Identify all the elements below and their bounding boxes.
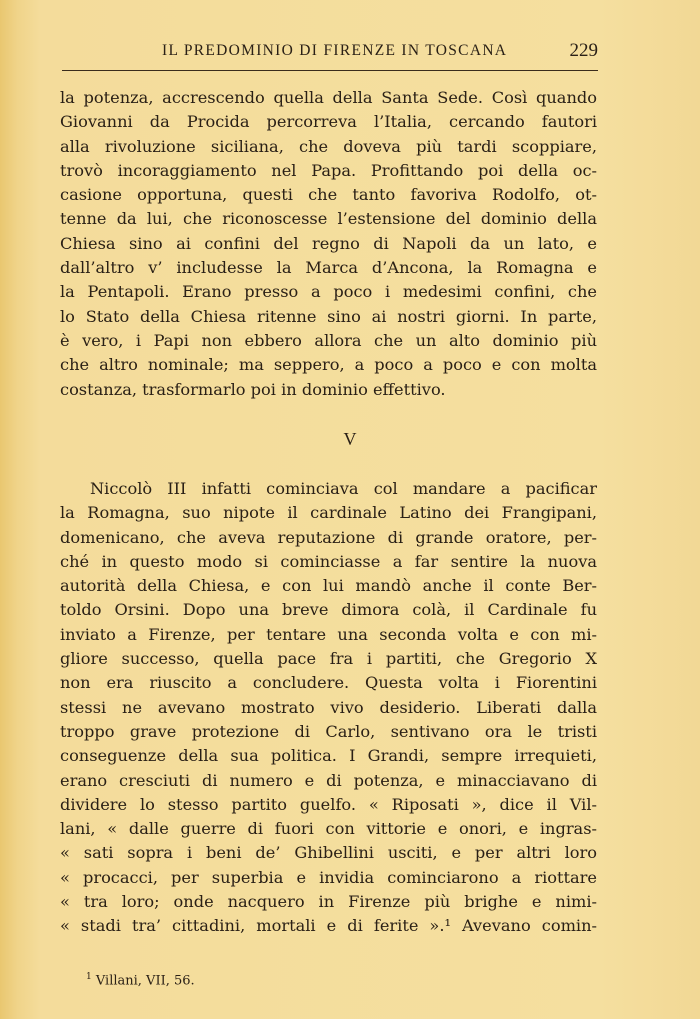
text-line: lani, « dalle guerre di fuori con vittorie e onori, e ingras- [60, 819, 597, 839]
text-line: Niccolò III infatti cominciava col mandare a pacificar [90, 479, 597, 498]
text-line: tenne da lui, che riconoscesse l’estensione del dominio della [60, 209, 597, 229]
text-line: la Pentapoli. Erano presso a poco i medesimi confini, che [60, 282, 597, 302]
text-line: erano cresciuti di numero e di potenza, e minacciavano di [60, 770, 597, 790]
text-line: Chiesa sino ai confini del regno di Napoli da un lato, e [60, 233, 597, 253]
text-line: è vero, i Papi non ebbero allora che un alto dominio più [60, 330, 597, 350]
text-line: stessi ne avevano mostrato vivo desiderio. Liberati dalla [60, 697, 597, 717]
text-line: gliore successo, quella pace fra i partiti, che Gregorio X [60, 649, 597, 669]
page-number: 229 [569, 40, 598, 61]
text-line: casione opportuna, questi che tanto favoriva Rodolfo, ot- [60, 185, 597, 205]
text-line: Giovanni da Procida percorreva l’Italia, cercando fautori [60, 112, 597, 132]
text-line: inviato a Firenze, per tentare una seconda volta e con mi- [60, 624, 597, 644]
header-rule [62, 70, 598, 71]
text-line: dall’altro v’ includesse la Marca d’Ancona, la Romagna e [60, 258, 597, 278]
text-line: conseguenze della sua politica. I Grandi, sempre irrequieti, [60, 746, 597, 766]
text-line: « sati sopra i beni de’ Ghibellini usciti, e per altri loro [60, 843, 597, 863]
text-line: troppo grave protezione di Carlo, sentivano ora le tristi [60, 721, 597, 741]
text-line: che altro nominale; ma seppero, a poco a poco e con molta [60, 355, 597, 375]
text-line: domenicano, che aveva reputazione di grande oratore, per- [60, 527, 597, 547]
text-line: autorità della Chiesa, e con lui mandò anche il conte Ber- [60, 576, 597, 596]
text-line: la Romagna, suo nipote il cardinale Latino dei Frangipani, [60, 503, 597, 523]
text-line: alla rivoluzione siciliana, che doveva più tardi scoppiare, [60, 136, 597, 156]
footnote-text: Villani, VII, 56. [95, 973, 195, 989]
paragraph-1 [60, 86, 597, 402]
running-head [62, 40, 598, 64]
paragraph-2 [60, 477, 597, 939]
text-line: toldo Orsini. Dopo una breve dimora colà, il Cardinale fu [60, 600, 597, 620]
text-line: ché in questo modo si cominciasse a far sentire la nuova [60, 551, 597, 571]
footnote [86, 972, 195, 988]
text-line: « procacci, per superbia e invidia cominciarono a riottare [60, 867, 597, 887]
text-line: la potenza, accrescendo quella della Santa Sede. Così quando [60, 88, 597, 107]
running-title: IL PREDOMINIO DI FIRENZE IN TOSCANA [162, 42, 508, 59]
text-line: non era riuscito a concludere. Questa volta i Fiorentini [60, 673, 597, 693]
section-number: V [343, 429, 357, 449]
text-line: dividere lo stesso partito guelfo. « Riposati », dice il Vil- [60, 794, 597, 814]
text-line: « tra loro; onde nacquero in Firenze più brighe e nimi- [60, 892, 597, 912]
text-line: « stadi tra’ cittadini, mortali e di ferite ».¹ Avevano comin- [60, 916, 597, 936]
text-line: lo Stato della Chiesa ritenne sino ai nostri giorni. In parte, [60, 306, 597, 326]
text-line: trovò incoraggiamento nel Papa. Profittando poi della oc- [60, 160, 597, 180]
text-line: costanza, trasformarlo poi in dominio effettivo. [60, 379, 446, 399]
footnote-marker: 1 [86, 972, 92, 982]
